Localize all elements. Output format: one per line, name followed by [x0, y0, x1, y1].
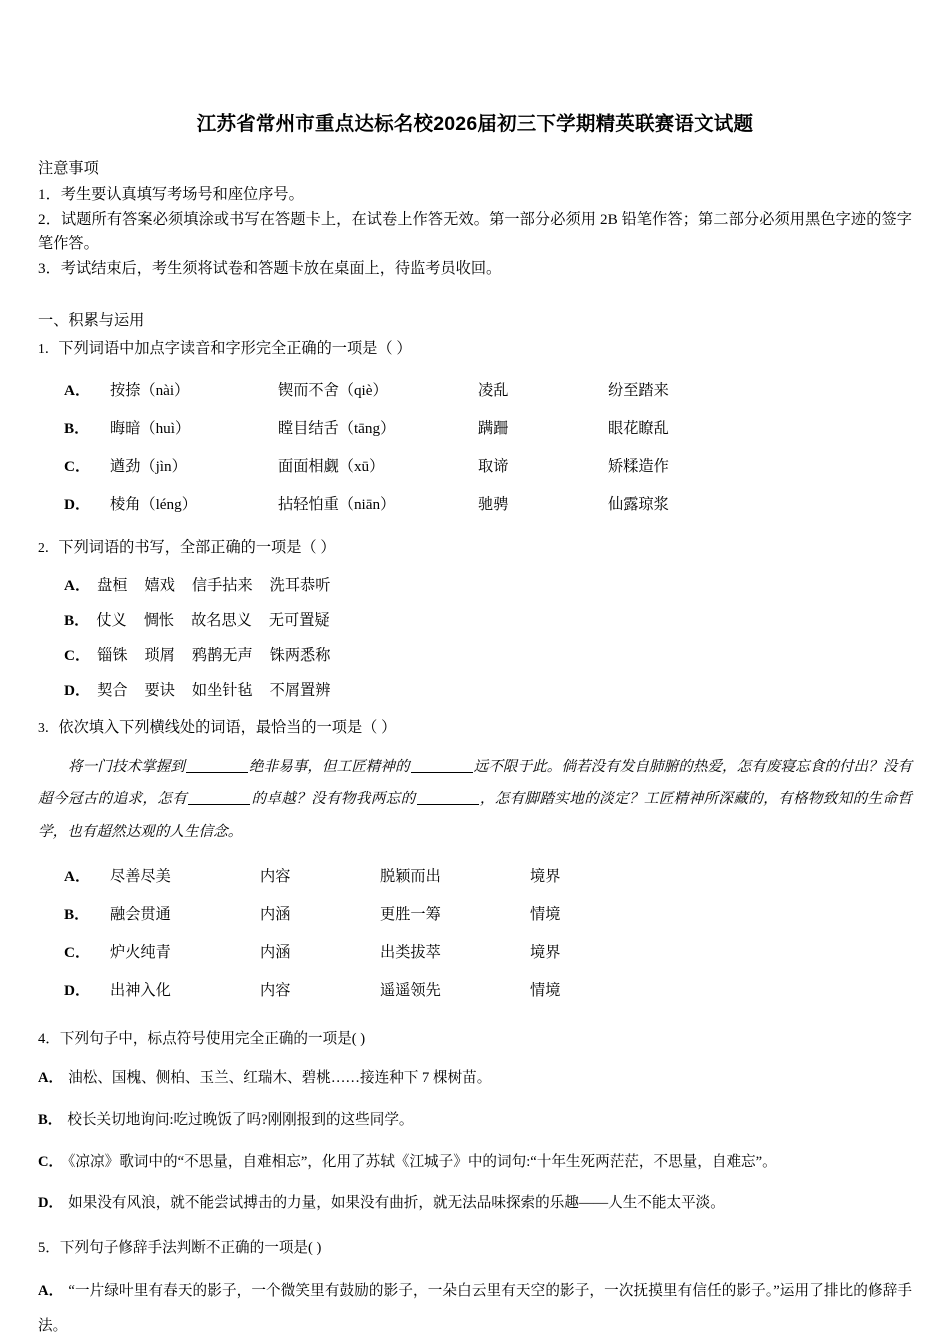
question-1-text: 下列词语中加点字读音和字形完全正确的一项是（ ） [58, 339, 412, 357]
option-cell-3: 蹒跚 [478, 419, 509, 437]
option-letter: D． [64, 682, 91, 700]
option-cell-4: 仙露琼浆 [608, 495, 669, 513]
option-letter: C． [64, 457, 91, 475]
option-cell-4: 情境 [530, 982, 561, 1000]
question-5-stem [38, 1237, 912, 1260]
option-text: 校长关切地询问:吃过晚饭了吗?刚刚报到的这些同学。 [67, 1111, 414, 1128]
option-word-1: 契合 [97, 682, 128, 700]
option-cell-2: 内容 [260, 868, 291, 886]
option-letter: C． [38, 1153, 64, 1170]
answer-blank-4[interactable] [417, 804, 479, 805]
notice-block [38, 157, 912, 281]
option-letter: C． [64, 647, 91, 665]
option-cell-2: 内涵 [260, 944, 291, 962]
option-cell-3: 更胜一筹 [380, 906, 441, 924]
option-text: “一片绿叶里有春天的影子，一个微笑里有鼓励的影子，一朵白云里有天空的影子，一次抚摸里有信任的影子。”运用了排比的修辞手法。 [38, 1283, 912, 1334]
option-word-2: 嬉戏 [144, 577, 175, 595]
option-word-4: 不屑置辨 [269, 682, 331, 700]
option-cell-2: 锲而不舍（qiè） [278, 381, 388, 399]
question-5-number: 5． [38, 1240, 60, 1257]
option-cell-2: 内涵 [260, 906, 291, 924]
option-cell-1: 棱角（léng） [110, 495, 197, 513]
option-cell-1: 按捺（nài） [110, 381, 190, 399]
question-2-option-d[interactable] [38, 679, 912, 700]
question-1-options [38, 370, 912, 522]
option-cell-3: 脱颖而出 [380, 868, 441, 886]
option-row[interactable] [38, 971, 912, 1009]
option-cell-1: 晦暗（huì） [110, 419, 191, 437]
option-cell-1: 炉火纯青 [110, 944, 171, 962]
option-cell-3: 凌乱 [478, 381, 509, 399]
question-1-number: 1． [38, 340, 59, 356]
option-letter: A． [64, 577, 91, 595]
option-cell-4: 矫糅造作 [608, 457, 669, 475]
option-row[interactable] [38, 895, 912, 933]
option-letter: C． [64, 944, 91, 962]
option-letter: B． [64, 612, 90, 630]
question-4-number: 4． [38, 1030, 60, 1047]
question-3-number: 3． [38, 720, 59, 736]
option-word-1: 锱铢 [97, 647, 128, 665]
notice-item-1: 1．考生要认真填写考场号和座位序号。 [38, 185, 304, 203]
question-3-options [38, 857, 912, 1009]
option-word-1: 盘桓 [97, 577, 128, 595]
question-3-passage [38, 751, 912, 848]
question-3-text: 依次填入下列横线处的词语，最恰当的一项是（ ） [58, 719, 397, 737]
question-2-option-b[interactable] [38, 609, 912, 630]
option-letter: B． [64, 419, 90, 437]
option-cell-2: 拈轻怕重（niān） [278, 495, 396, 513]
section-heading-accumulation: 一、积累与运用 [38, 312, 145, 330]
answer-blank-2[interactable] [411, 772, 473, 773]
option-word-2: 要诀 [144, 682, 175, 700]
passage-part-2: 绝非易事，但工匠精神的 [248, 757, 410, 775]
option-cell-1: 融会贯通 [110, 906, 171, 924]
passage-part-4: 的卓越？没有物我两忘的 [251, 790, 416, 808]
option-word-2: 惆怅 [143, 612, 175, 630]
answer-blank-1[interactable] [186, 772, 248, 773]
question-4-option-a[interactable] [38, 1065, 912, 1093]
notice-item-2: 2．试题所有答案必须填涂或书写在答题卡上，在试卷上作答无效。第一部分必须用 2B 铅笔作答；第二部分必须用黑色字迹的签字笔作答。 [38, 210, 912, 253]
question-4-text: 下列句子中，标点符号使用完全正确的一项是( ) [59, 1030, 366, 1047]
option-cell-4: 纷至踏来 [608, 381, 669, 399]
question-2-number: 2． [38, 540, 59, 556]
passage-part-1: 将一门技术掌握到 [68, 757, 185, 775]
question-2-stem [38, 536, 912, 560]
option-row[interactable] [38, 484, 912, 522]
option-row[interactable] [38, 446, 912, 484]
option-letter: D． [64, 495, 91, 513]
option-cell-3: 遥遥领先 [380, 982, 441, 1000]
option-row[interactable] [38, 370, 912, 408]
option-text: 如果没有风浪，就不能尝试搏击的力量，如果没有曲折，就无法品味探索的乐趣——人生不能太平淡。 [68, 1195, 725, 1212]
question-4-stem [38, 1028, 912, 1051]
option-cell-4: 眼花瞭乱 [608, 419, 669, 437]
question-4-option-c[interactable] [38, 1149, 912, 1177]
option-letter: D． [38, 1195, 64, 1212]
question-4-option-d[interactable] [38, 1190, 912, 1218]
option-word-2: 琐屑 [144, 647, 175, 665]
question-1-stem [38, 337, 912, 361]
option-letter: B． [64, 906, 90, 924]
option-row[interactable] [38, 933, 912, 971]
option-letter: A． [38, 1070, 64, 1087]
notice-heading: 注意事项 [38, 160, 99, 178]
option-cell-3: 取谛 [478, 457, 509, 475]
option-word-4: 无可置疑 [268, 612, 330, 630]
option-letter: A． [38, 1283, 64, 1300]
notice-item-3: 3．考试结束后，考生须将试卷和答题卡放在桌面上，待监考员收回。 [38, 259, 502, 277]
option-cell-4: 境界 [530, 944, 561, 962]
passage-part-3: 远不限于此。倘若没有发自肺腑的热爱，怎有废寝忘食的付出？没有超今冠古的追求，怎有 [38, 757, 912, 808]
option-word-3: 鸦鹊无声 [191, 647, 253, 665]
option-cell-3: 出类拔萃 [380, 944, 441, 962]
option-cell-1: 尽善尽美 [110, 868, 171, 886]
page-title: 江苏省常州市重点达标名校2026届初三下学期精英联赛语文试题 [196, 113, 754, 135]
option-row[interactable] [38, 857, 912, 895]
option-cell-4: 情境 [530, 906, 561, 924]
option-cell-2: 瞠目结舌（tāng） [278, 419, 396, 437]
option-text: 油松、国槐、侧柏、玉兰、红瑞木、碧桃……接连种下 7 棵树苗。 [68, 1070, 492, 1087]
option-cell-1: 出神入化 [110, 982, 171, 1000]
question-5-option-a[interactable] [38, 1274, 912, 1343]
answer-blank-3[interactable] [188, 804, 250, 805]
option-word-3: 如坐针毡 [191, 682, 253, 700]
option-word-3: 信手拈来 [191, 577, 253, 595]
option-cell-4: 境界 [530, 868, 561, 886]
option-text: 《凉凉》歌词中的“不思量，自难相忘”，化用了苏轼《江城子》中的词句:“十年生死两茫茫，不思量，自难忘”。 [68, 1153, 777, 1170]
option-row[interactable] [38, 408, 912, 446]
option-letter: A． [64, 381, 91, 399]
option-word-3: 故名思义 [191, 612, 252, 630]
option-cell-2: 面面相觑（xū） [278, 457, 385, 475]
question-2-text: 下列词语的书写，全部正确的一项是（ ） [58, 539, 336, 557]
question-2-option-a[interactable] [38, 574, 912, 595]
option-cell-3: 驰骋 [478, 495, 509, 513]
option-word-1: 仗义 [96, 612, 127, 630]
option-letter: A． [64, 868, 91, 886]
passage-part-5: ，怎有脚踏实地的淡定？工匠精神所深藏的，有格物致知的生命哲学，也有超然达观的人生信念。 [38, 790, 912, 840]
question-4-option-b[interactable] [38, 1107, 912, 1135]
option-cell-2: 内容 [260, 982, 291, 1000]
question-2-option-c[interactable] [38, 644, 912, 665]
option-letter: B． [38, 1111, 63, 1128]
question-5-text: 下列句子修辞手法判断不正确的一项是( ) [59, 1240, 322, 1257]
option-letter: D． [64, 982, 91, 1000]
option-cell-1: 遒劲（jìn） [110, 457, 187, 475]
option-word-4: 洗耳恭听 [269, 577, 331, 595]
option-word-4: 铢两悉称 [269, 647, 331, 665]
question-3-stem [38, 716, 912, 740]
